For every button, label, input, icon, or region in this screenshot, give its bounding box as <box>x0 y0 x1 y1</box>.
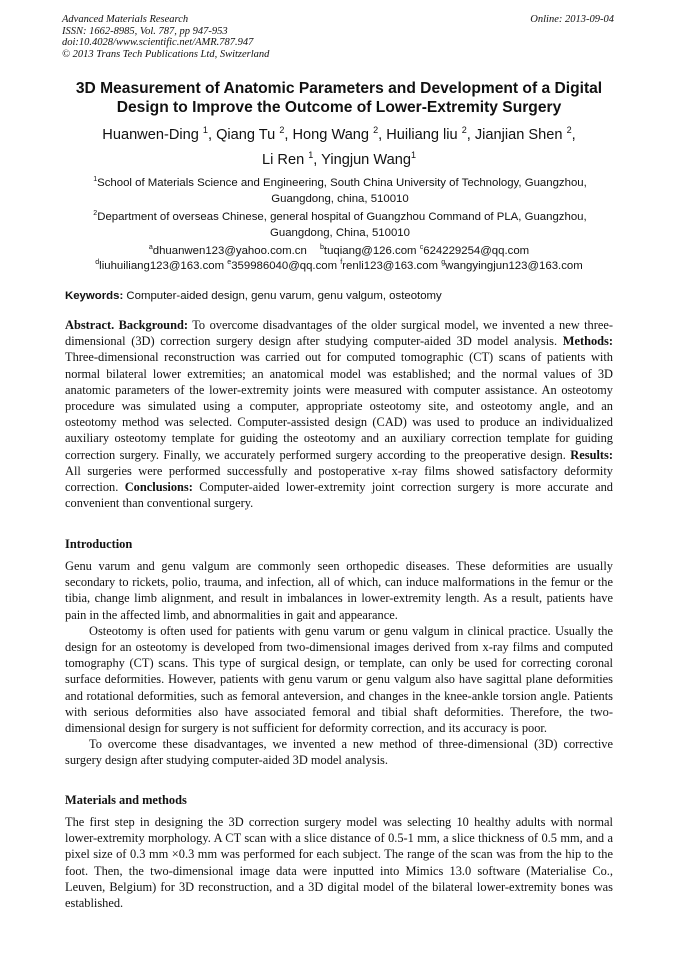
affiliation-text: Department of overseas Chinese, general hospital of Guangzhou Command of PLA, Guangzhou, <box>97 211 587 223</box>
abstract-background-label: Abstract. Background: <box>65 318 188 332</box>
author-affiliation-mark: 1 <box>308 150 314 161</box>
author-name: Qiang Tu <box>216 127 276 143</box>
methods-heading: Materials and methods <box>65 793 187 807</box>
journal-name: Advanced Materials Research <box>62 14 189 25</box>
author-affiliation-mark: 2 <box>373 125 379 136</box>
paper-title <box>40 79 638 117</box>
email-address: 359986040@qq.com <box>231 260 338 272</box>
author-affiliation-mark: 2 <box>279 125 285 136</box>
abstract-conclusions-label: Conclusions: <box>124 480 193 495</box>
methods-body <box>65 814 613 911</box>
email-mark: c <box>419 244 424 252</box>
keywords-text: Computer-aided design, genu varum, genu valgum, osteotomy <box>126 290 442 302</box>
affiliation-mark: 2 <box>93 210 98 218</box>
email-mark: a <box>148 244 153 252</box>
abstract-results-text: All surgeries were performed successfully and postoperative x-ray films showed satisfactory deformity correction. <box>65 463 613 495</box>
author-affiliation-mark: 1 <box>202 125 208 136</box>
title-line: Design to Improve the Outcome of Lower-Extremity Surgery <box>116 99 562 116</box>
author-name: Huiliang liu <box>386 127 458 143</box>
affiliation-1 <box>60 175 620 207</box>
email-mark: g <box>441 259 446 267</box>
author-name: Hong Wang <box>292 127 370 143</box>
author-list <box>30 123 648 173</box>
affiliation-text: School of Materials Science and Engineering, South China University of Technology, Guangzhou, <box>97 177 587 189</box>
author-name: Jianjian Shen <box>474 127 563 143</box>
copyright-line: © 2013 Trans Tech Publications Ltd, Switzerland <box>62 48 270 60</box>
email-address: dhuanwen123@yahoo.com.cn <box>152 245 307 257</box>
affiliation-text: Guangdong, China, 510010 <box>270 227 410 239</box>
paragraph: Genu varum and genu valgum are commonly seen orthopedic diseases. These deformities are usually secondary to rickets, polio, trauma, and infection, all of which, can induce malformations in the femur or the tibia, change limb alignment, and result in imbalances in lower-extremity length. As a result, patients have pain in the affected limb, and abnormalities in gait and appearance. <box>65 559 613 622</box>
author-line: Li Ren $^1$, Yingjun Wang$^1$ <box>262 150 416 168</box>
author-line: Huanwen-Ding $^1$, Qiang Tu $^2$, Hong Wang $^2$, Huiliang liu $^2$, Jianjian Shen $^2$, <box>102 125 576 143</box>
abstract <box>65 317 613 511</box>
abstract-background-text: To overcome disadvantages of the older surgical model, we invented a new three-dimensional (3D) correction surgery design after studying computer-aided 3D model analysis. <box>65 318 614 349</box>
email-address: wangyingjun123@163.com <box>445 260 583 272</box>
email-address: 624229254@qq.com <box>423 245 530 257</box>
keywords <box>65 289 625 304</box>
author-affiliation-mark: 1 <box>410 150 416 161</box>
affiliation-mark: 1 <box>93 176 98 184</box>
keywords-label: Keywords: <box>65 290 124 302</box>
author-affiliation-mark: 2 <box>461 125 467 136</box>
paragraph: The first step in designing the 3D correction surgery model was selecting 10 healthy adults with normal lower-extremity morphology. A CT scan with a slice distance of 0.5-1 mm, a slice thickness of 0.5 mm, and a pixel size of 0.3 mm ×0.3 mm was performed for each subject. The range of the scan was from the hip to the foot. Then, the two-dimensional image data were inputted into Mimics 13.0 software (Materialise Co., Leuven, Belgium) for 3D reconstruction, and a 3D digital model of the bilateral lower-extremity bones was established. <box>65 815 613 911</box>
email-address: liuhuiliang123@163.com <box>99 260 225 272</box>
email-address: tuqiang@126.com <box>323 245 417 257</box>
introduction-heading: Introduction <box>65 537 133 551</box>
doi-line: doi:10.4028/www.scientific.net/AMR.787.947 <box>62 37 254 48</box>
email-mark: d <box>95 259 100 267</box>
paragraph: To overcome these disadvantages, we invented a new method of three-dimensional (3D) corrective surgery design after studying computer-aided 3D model analysis. <box>65 737 613 768</box>
email-mark: e <box>227 259 232 267</box>
abstract-methods-label: Methods: <box>562 334 613 349</box>
title-line: 3D Measurement of Anatomic Parameters and Development of a Digital <box>75 80 603 97</box>
email-mark: b <box>319 244 324 252</box>
paragraph: Osteotomy is often used for patients with genu varum or genu valgum in clinical practice. Usually the design for an osteotomy is developed from two-dimensional images derived from x-ray films and computed tomography (CT) scans. This type of surgical design, or template, can only be used for correcting coronal surface deformities. However, patients with genu varum or genu valgum also have sagittal plane deformities and rotational deformities, such as femoral anteversion, and changes in the knee-ankle torsion angle. Patients with serious deformities also have associated femoral and tibial shaft deformities. Therefore, the two-dimensional design for surgery is not sufficient for deformity correction, and its accuracy is poor. <box>65 623 613 736</box>
email-mark: f <box>340 259 343 267</box>
abstract-results-label: Results: <box>570 447 613 462</box>
introduction-body <box>65 558 613 769</box>
abstract-conclusions-text: Computer-aided lower-extremity joint correction surgery is more accurate and convenient than conventional surgery. <box>65 480 613 511</box>
author-affiliation-mark: 2 <box>566 125 572 136</box>
online-date: Online: 2013-09-04 <box>530 14 614 25</box>
issn-line: ISSN: 1662-8985, Vol. 787, pp 947-953 <box>62 25 228 37</box>
affiliation-text: Guangdong, china, 510010 <box>271 193 409 205</box>
affiliation-2 <box>60 209 620 241</box>
email-list <box>40 244 638 274</box>
author-name: Li Ren <box>262 152 305 168</box>
author-name: Huanwen-Ding <box>102 127 199 143</box>
email-address: renli123@163.com <box>342 260 439 272</box>
journal-header <box>62 14 269 60</box>
abstract-methods-text: Three-dimensional reconstruction was carried out for computed tomographic (CT) scans of patients with normal bilateral lower extremities; an anatomical model was established; and the normal values of 3D anatomic parameters of the lower-extremity joints were measured with computer assistance. An osteotomy procedure was simulated using a computer, appropriate osteotomy site, and osteotomy angle, and an osteotomy method was selected. Computer-assisted design (CAD) was used to produce an individualized auxiliary osteotomy template for guiding the osteotomy and an auxiliary correction template for guiding correction surgery. Finally, we accurately performed surgery according to the preoperative design. <box>65 350 613 462</box>
author-name: Yingjun Wang <box>321 152 411 168</box>
